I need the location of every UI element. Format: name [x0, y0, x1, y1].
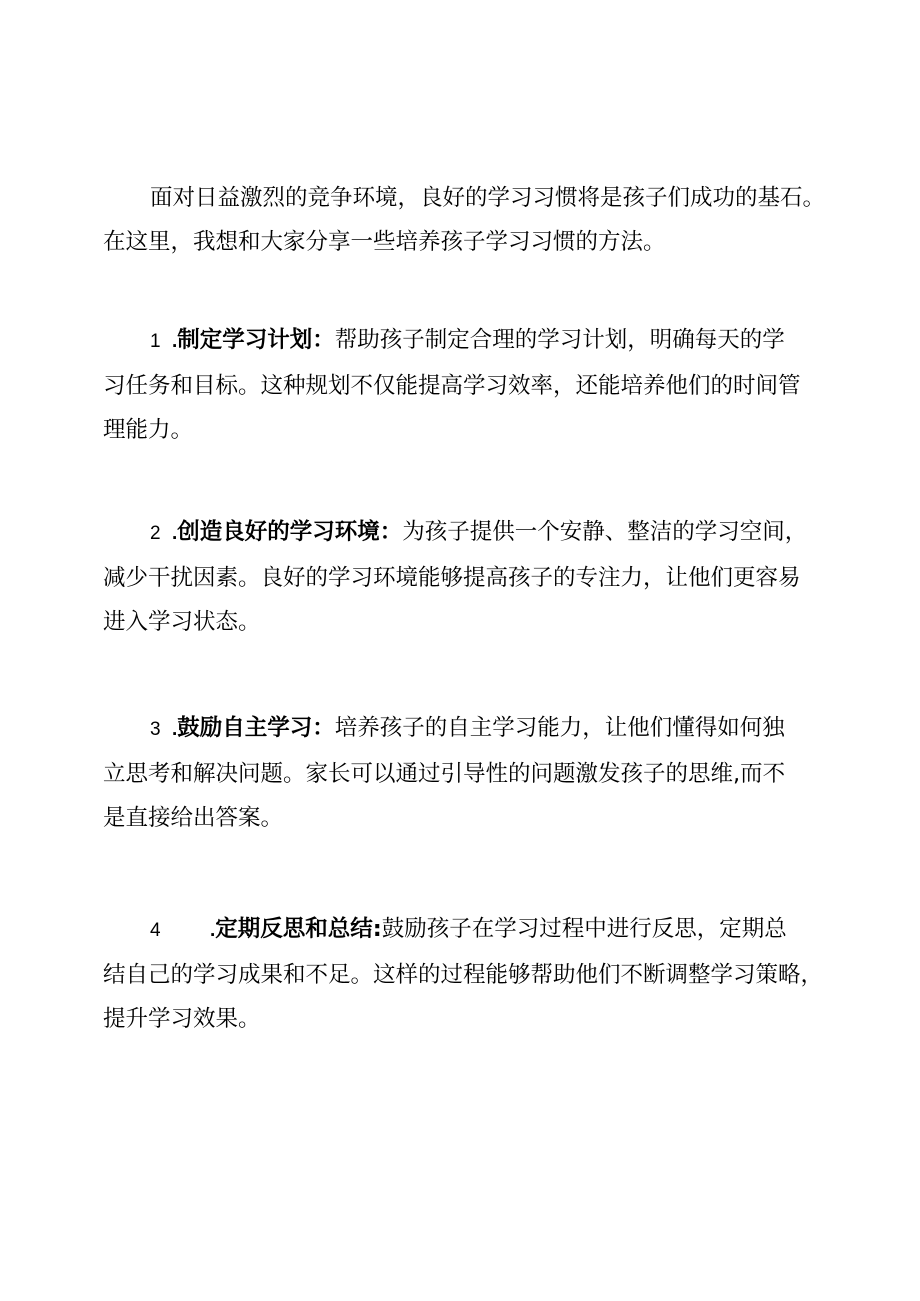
list-item-3-heading: 鼓励自主学习： — [177, 715, 335, 741]
list-item-4-text: 鼓励孩子在学习过程中进行反思，定期总 — [381, 916, 787, 942]
list-item-2-line-2: 减少干扰因素。良好的学习环境能够提高孩子的专注力，让他们更容易 — [103, 565, 801, 591]
list-item-4-line-2: 结自己的学习成果和不足。这样的过程能够帮助他们不断调整学习策略， — [103, 962, 824, 988]
list-item-4-heading: 定期反思和总结: — [215, 916, 382, 942]
list-item-3-first-line — [103, 706, 833, 752]
list-item-1 — [103, 318, 833, 452]
list-item-1-line-3: 理能力。 — [103, 417, 194, 443]
intro-line-2: 在这里，我想和大家分享一些培养孩子学习习惯的方法。 — [103, 229, 666, 255]
list-item-1-dot: . — [172, 331, 178, 352]
list-item-4 — [103, 907, 833, 1041]
list-item-3 — [103, 706, 833, 840]
list-item-1-number: 1 — [150, 331, 161, 352]
list-item-2-heading: 创造良好的学习环境： — [177, 519, 403, 545]
list-item-2-first-line — [103, 510, 833, 556]
intro-paragraph — [103, 176, 833, 264]
list-item-4-dot: . — [210, 920, 216, 941]
list-item-1-first-line — [103, 318, 833, 364]
intro-line-1: 面对日益激烈的竞争环境，良好的学习习惯将是孩子们成功的基石。 — [150, 185, 826, 211]
list-item-3-dot: . — [172, 719, 178, 740]
list-item-2 — [103, 510, 833, 644]
list-item-1-line-2: 习任务和目标。这种规划不仅能提高学习效率，还能培养他们的时间管 — [103, 373, 801, 399]
list-item-2-line-3: 进入学习状态。 — [103, 609, 261, 635]
list-item-2-text: 为孩子提供一个安静、整洁的学习空间， — [402, 519, 808, 545]
list-item-2-dot: . — [172, 523, 178, 544]
list-item-3-text: 培养孩子的自主学习能力，让他们懂得如何独 — [334, 715, 785, 741]
list-item-1-text: 帮助孩子制定合理的学习计划，明确每天的学 — [334, 327, 785, 353]
list-item-3-number: 3 — [150, 719, 161, 740]
list-item-4-number: 4 — [150, 920, 161, 941]
list-item-3-line-3: 是直接给出答案。 — [103, 805, 284, 831]
list-item-4-first-line — [103, 907, 833, 953]
list-item-2-number: 2 — [150, 523, 161, 544]
list-item-4-line-3: 提升学习效果。 — [103, 1006, 261, 1032]
list-item-1-heading: 制定学习计划： — [177, 327, 335, 353]
list-item-3-line-2: 立思考和解决问题。家长可以通过引导性的问题激发孩子的思维,而不 — [103, 761, 786, 787]
